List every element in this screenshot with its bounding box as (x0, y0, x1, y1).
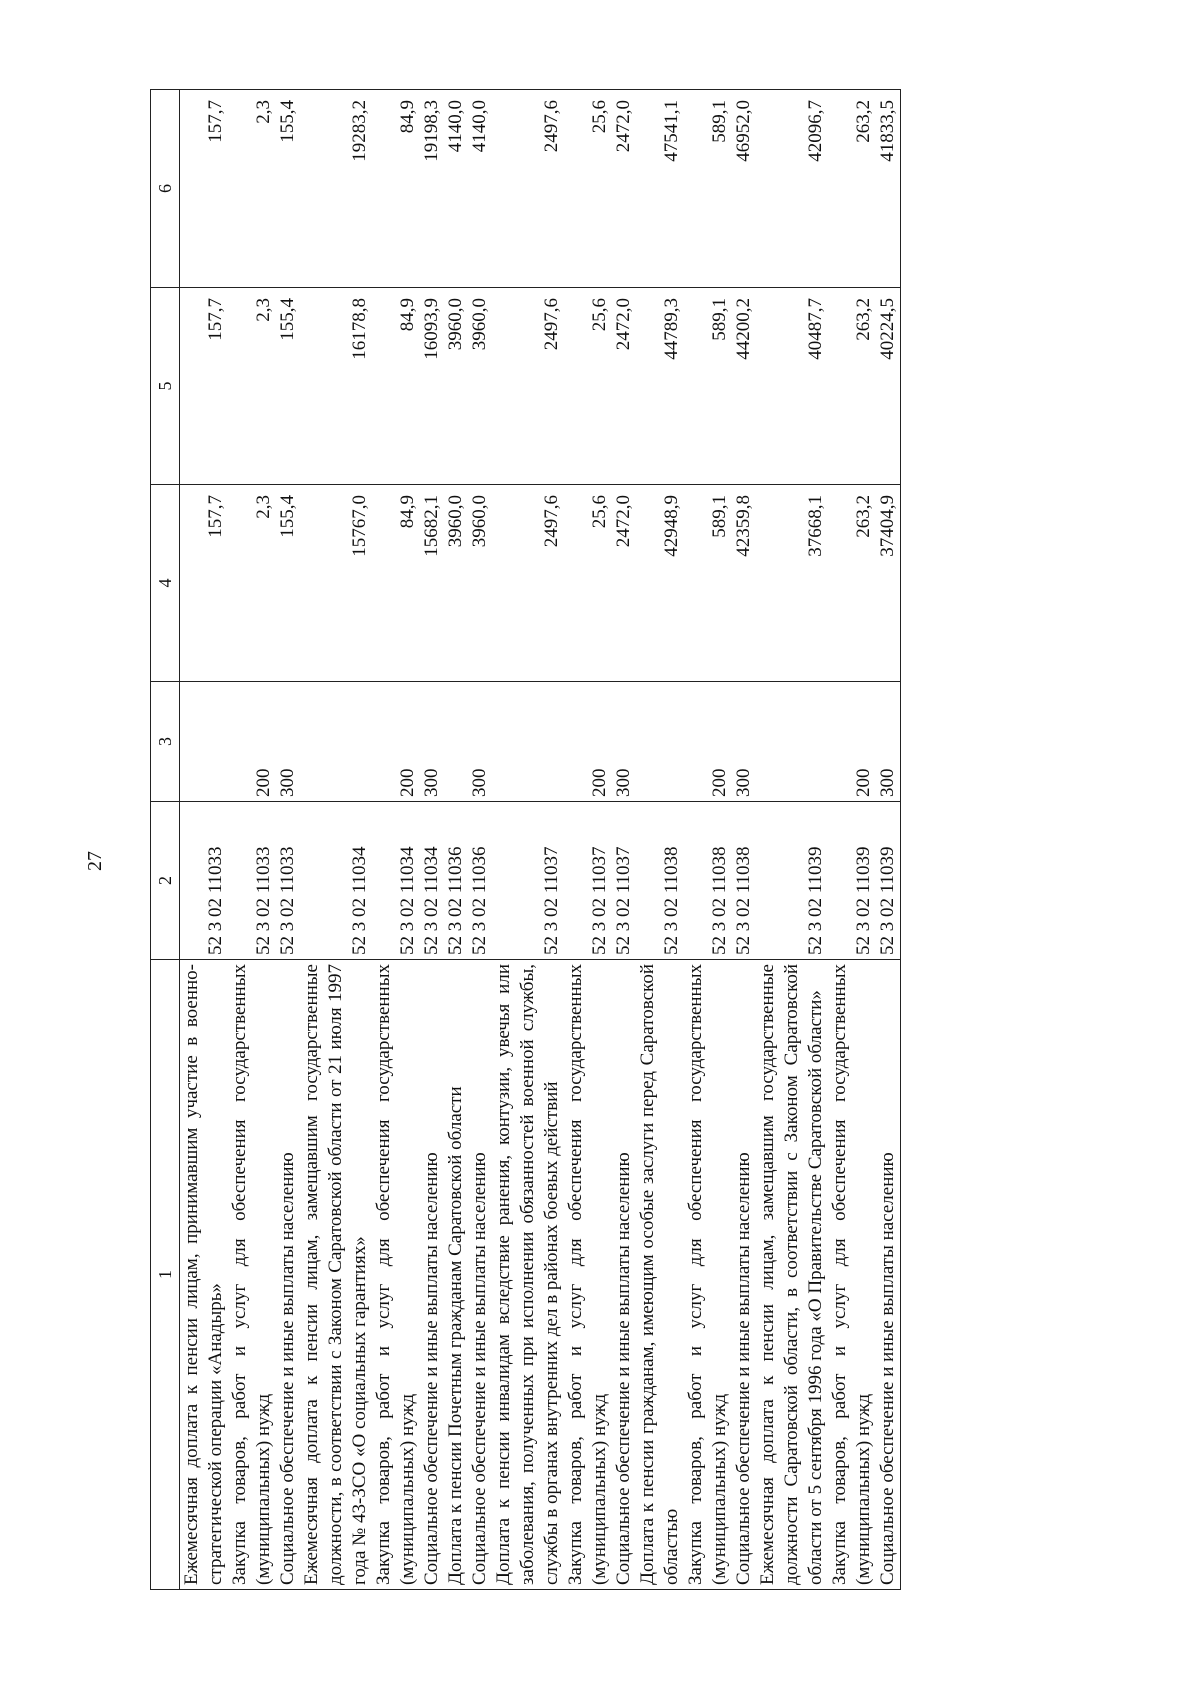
cell-value-col6: 19198,3 (420, 90, 444, 288)
cell-code: 52 3 02 11033 (276, 802, 300, 960)
column-header: 1 (151, 960, 180, 1590)
cell-name: Закупка товаров, работ и услуг для обеспечения государственных (муниципальных) нужд (828, 960, 876, 1590)
cell-name: Закупка товаров, работ и услуг для обеспечения государственных (муниципальных) нужд (684, 960, 732, 1590)
cell-type: 300 (876, 682, 901, 802)
cell-name: Социальное обеспечение и иные выплаты населению (732, 960, 756, 1590)
table-row (276, 90, 300, 1590)
cell-value-col6: 19283,2 (300, 90, 372, 288)
cell-code: 52 3 02 11036 (444, 802, 468, 960)
cell-code: 52 3 02 11037 (564, 802, 612, 960)
cell-type: 200 (228, 682, 276, 802)
cell-value-col6: 589,1 (684, 90, 732, 288)
cell-code: 52 3 02 11038 (636, 802, 684, 960)
cell-name: Ежемесячная доплата к пенсии лицам, замещавшим государственные должности, в соответствии с Законом Саратовской области от 21 июля 1997 года № 43-ЗСО «О социальных гарантиях» (300, 960, 372, 1590)
cell-name: Социальное обеспечение и иные выплаты населению (420, 960, 444, 1590)
table-row (228, 90, 276, 1590)
cell-value-col5: 84,9 (372, 288, 420, 485)
cell-value-col4: 263,2 (828, 485, 876, 682)
cell-type (180, 682, 229, 802)
cell-code: 52 3 02 11036 (468, 802, 492, 960)
cell-code: 52 3 02 11037 (612, 802, 636, 960)
cell-code: 52 3 02 11039 (876, 802, 901, 960)
table-row (564, 90, 612, 1590)
column-header: 6 (151, 90, 180, 288)
cell-name: Ежемесячная доплата к пенсии лицам, замещавшим государственные должности Саратовской области, в соответствии с Законом Саратовской области от 5 сентября 1996 года «О Правительстве Саратовской области» (756, 960, 828, 1590)
cell-type: 300 (732, 682, 756, 802)
table-row (300, 90, 372, 1590)
cell-name: Ежемесячная доплата к пенсии лицам, принимавшим участие в военно-стратегической операции «Анадырь» (180, 960, 229, 1590)
cell-value-col4: 42948,9 (636, 485, 684, 682)
header-row (151, 90, 180, 1590)
cell-name: Социальное обеспечение и иные выплаты населению (468, 960, 492, 1590)
cell-value-col5: 2,3 (228, 288, 276, 485)
cell-value-col4: 25,6 (564, 485, 612, 682)
column-header: 4 (151, 485, 180, 682)
page-number: 27 (84, 851, 106, 871)
cell-value-col6: 4140,0 (444, 90, 468, 288)
cell-type (300, 682, 372, 802)
cell-value-col4: 155,4 (276, 485, 300, 682)
cell-value-col6: 25,6 (564, 90, 612, 288)
cell-value-col6: 4140,0 (468, 90, 492, 288)
cell-value-col5: 2472,0 (612, 288, 636, 485)
table-row (420, 90, 444, 1590)
cell-type: 200 (372, 682, 420, 802)
table-row (612, 90, 636, 1590)
table-row (684, 90, 732, 1590)
cell-value-col5: 44200,2 (732, 288, 756, 485)
table-row (876, 90, 901, 1590)
cell-type (444, 682, 468, 802)
cell-code: 52 3 02 11038 (732, 802, 756, 960)
cell-code: 52 3 02 11038 (684, 802, 732, 960)
cell-value-col5: 40224,5 (876, 288, 901, 485)
cell-name: Доплата к пенсии Почетным гражданам Саратовской области (444, 960, 468, 1590)
table-row (756, 90, 828, 1590)
cell-value-col4: 2497,6 (492, 485, 564, 682)
cell-value-col6: 41833,5 (876, 90, 901, 288)
cell-type (756, 682, 828, 802)
cell-value-col5: 44789,3 (636, 288, 684, 485)
cell-value-col5: 25,6 (564, 288, 612, 485)
cell-code: 52 3 02 11033 (228, 802, 276, 960)
cell-value-col4: 37668,1 (756, 485, 828, 682)
cell-value-col5: 2497,6 (492, 288, 564, 485)
cell-value-col4: 589,1 (684, 485, 732, 682)
cell-value-col5: 40487,7 (756, 288, 828, 485)
cell-value-col5: 3960,0 (468, 288, 492, 485)
cell-type: 300 (276, 682, 300, 802)
table-row (372, 90, 420, 1590)
cell-value-col4: 2472,0 (612, 485, 636, 682)
cell-name: Закупка товаров, работ и услуг для обеспечения государственных (муниципальных) нужд (228, 960, 276, 1590)
cell-value-col4: 42359,8 (732, 485, 756, 682)
cell-code: 52 3 02 11034 (300, 802, 372, 960)
cell-value-col6: 2472,0 (612, 90, 636, 288)
cell-name: Социальное обеспечение и иные выплаты населению (276, 960, 300, 1590)
cell-value-col5: 155,4 (276, 288, 300, 485)
cell-value-col4: 3960,0 (444, 485, 468, 682)
cell-value-col5: 157,7 (180, 288, 229, 485)
cell-type: 200 (564, 682, 612, 802)
cell-type: 300 (612, 682, 636, 802)
budget-table (150, 89, 901, 1590)
cell-value-col6: 155,4 (276, 90, 300, 288)
cell-value-col6: 2497,6 (492, 90, 564, 288)
cell-value-col6: 157,7 (180, 90, 229, 288)
cell-value-col6: 2,3 (228, 90, 276, 288)
cell-value-col6: 46952,0 (732, 90, 756, 288)
cell-code: 52 3 02 11033 (180, 802, 229, 960)
table-row (180, 90, 229, 1590)
cell-code: 52 3 02 11034 (420, 802, 444, 960)
cell-name: Социальное обеспечение и иные выплаты населению (612, 960, 636, 1590)
cell-value-col4: 15767,0 (300, 485, 372, 682)
cell-name: Закупка товаров, работ и услуг для обеспечения государственных (муниципальных) нужд (564, 960, 612, 1590)
cell-value-col4: 3960,0 (468, 485, 492, 682)
cell-value-col4: 37404,9 (876, 485, 901, 682)
cell-value-col5: 16093,9 (420, 288, 444, 485)
table-row (732, 90, 756, 1590)
cell-value-col5: 3960,0 (444, 288, 468, 485)
cell-type: 300 (468, 682, 492, 802)
cell-value-col5: 16178,8 (300, 288, 372, 485)
cell-value-col5: 263,2 (828, 288, 876, 485)
cell-value-col4: 84,9 (372, 485, 420, 682)
cell-code: 52 3 02 11034 (372, 802, 420, 960)
cell-name: Доплата к пенсии гражданам, имеющим особые заслуги перед Саратовской областью (636, 960, 684, 1590)
table-row (828, 90, 876, 1590)
cell-type: 200 (828, 682, 876, 802)
table-row (492, 90, 564, 1590)
cell-value-col6: 42096,7 (756, 90, 828, 288)
cell-type: 200 (684, 682, 732, 802)
cell-value-col4: 2,3 (228, 485, 276, 682)
table-row (636, 90, 684, 1590)
table-row (444, 90, 468, 1590)
cell-type: 300 (420, 682, 444, 802)
cell-value-col6: 263,2 (828, 90, 876, 288)
column-header: 3 (151, 682, 180, 802)
cell-name: Закупка товаров, работ и услуг для обеспечения государственных (муниципальных) нужд (372, 960, 420, 1590)
cell-name: Социальное обеспечение и иные выплаты населению (876, 960, 901, 1590)
cell-value-col6: 47541,1 (636, 90, 684, 288)
cell-name: Доплата к пенсии инвалидам вследствие ранения, контузии, увечья или заболевания, полученных при исполнении обязанностей военной службы, службы в органах внутренних дел в районах боевых действий (492, 960, 564, 1590)
cell-type (636, 682, 684, 802)
cell-value-col5: 589,1 (684, 288, 732, 485)
cell-code: 52 3 02 11039 (756, 802, 828, 960)
table-row (468, 90, 492, 1590)
cell-code: 52 3 02 11039 (828, 802, 876, 960)
cell-type (492, 682, 564, 802)
column-header: 2 (151, 802, 180, 960)
cell-value-col4: 15682,1 (420, 485, 444, 682)
column-header: 5 (151, 288, 180, 485)
cell-code: 52 3 02 11037 (492, 802, 564, 960)
cell-value-col4: 157,7 (180, 485, 229, 682)
cell-value-col6: 84,9 (372, 90, 420, 288)
rotated-sheet (150, 90, 1150, 1590)
